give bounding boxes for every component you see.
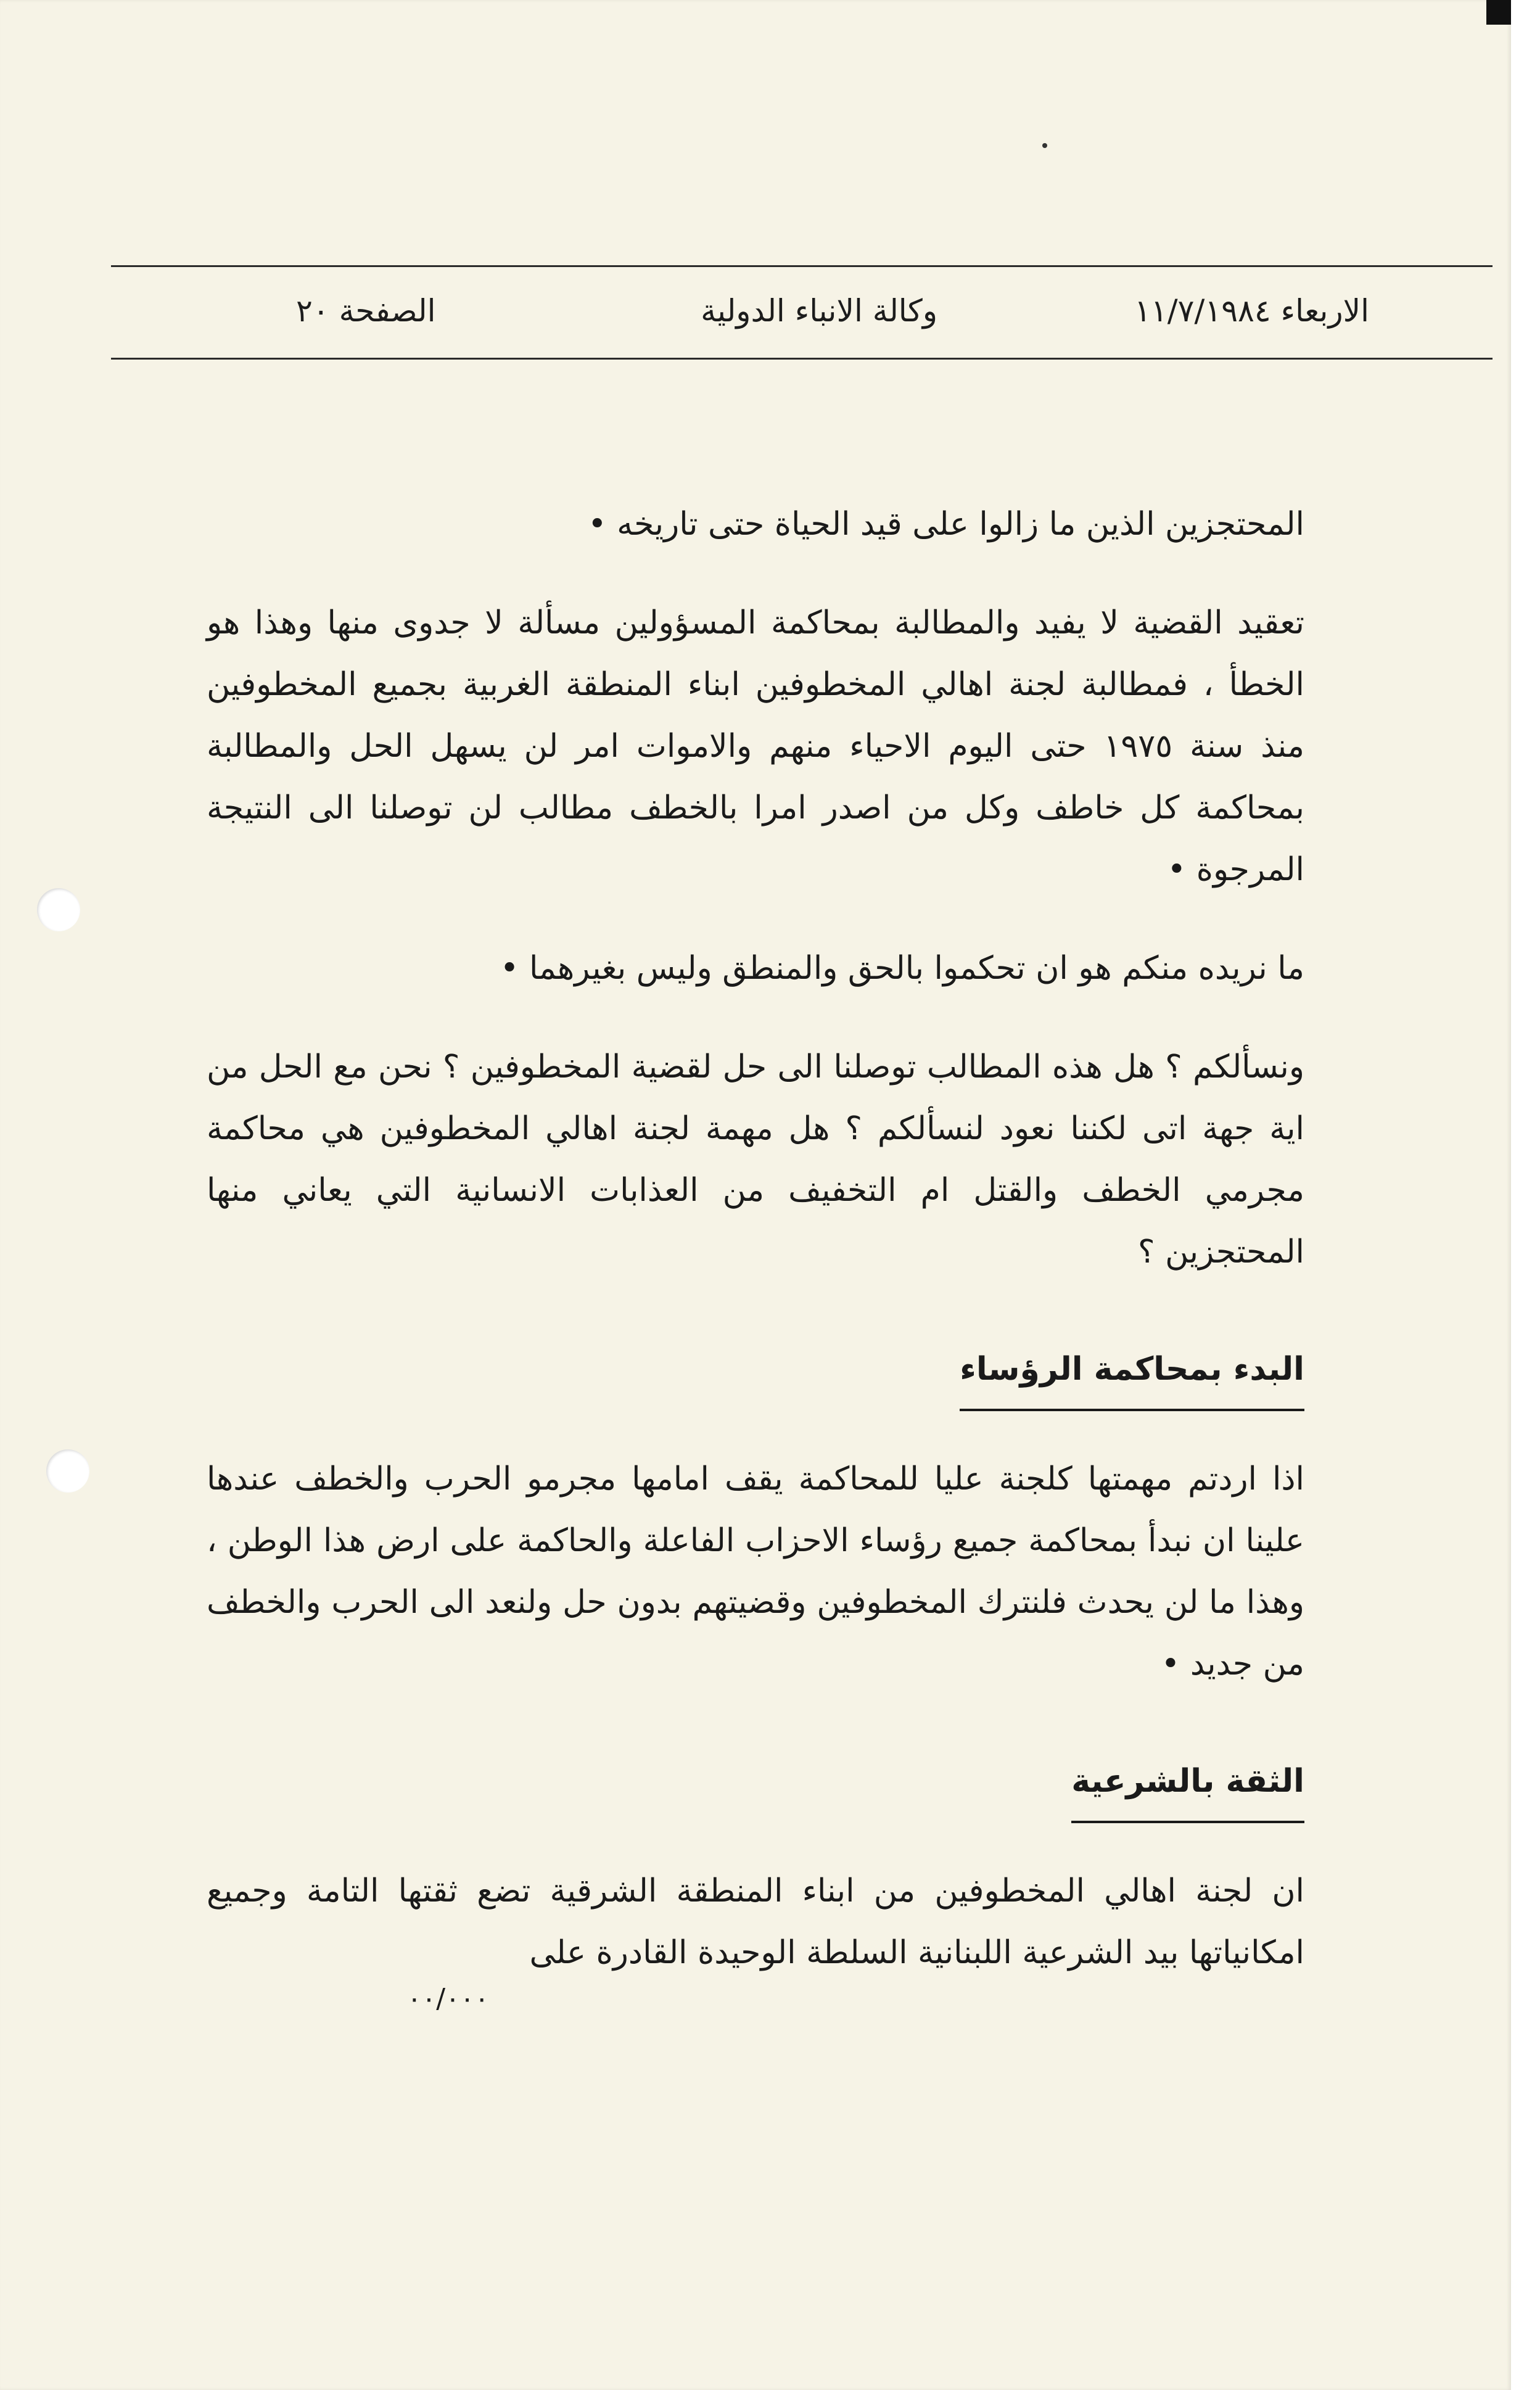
ink-speck [1042,143,1047,148]
header-date: الاربعاء ١١/٧/١٩٨٤ [1134,293,1369,329]
punch-hole-top [37,888,80,931]
paragraph-6: ان لجنة اهالي المخطوفين من ابناء المنطقة الشرقية تضع ثقتها التامة وجميع امكانياتها بيد الشرعية اللبنانية السلطة الوحيدة القادرة على [207,1873,1304,1971]
section-heading-2: الثقة بالشرعية [1071,1750,1304,1823]
paragraph-5: اذا اردتم مهمتها كلجنة عليا للمحاكمة يقف امامها مجرمو الحرب والخطف عندها علينا ان نبدأ بمحاكمة جميع رؤساء الاحزاب الفاعلة والحاكمة على ارض هذا الوطن ، وهذا ما لن يحدث فلنترك المخطوفين وقضيتهم بدون حل ولنعد الى الحرب والخطف من جديد • [207,1461,1304,1683]
paragraph-1: المحتجزين الذين ما زالوا على قيد الحياة حتى تاريخه • [587,506,1304,543]
continuation-mark: ٠٠/٠٠٠ [407,1983,489,2014]
header-page-number: الصفحة ٢٠ [296,293,436,329]
header-rule-bottom [111,358,1493,360]
punch-hole-bottom [46,1449,89,1493]
section-heading-1: البدء بمحاكمة الرؤساء [960,1338,1304,1411]
header-agency: وكالة الانباء الدولية [701,293,937,329]
paragraph-3: ما نريده منكم هو ان تحكموا بالحق والمنطق وليس بغيرهما • [500,950,1304,987]
paragraph-2: تعقيد القضية لا يفيد والمطالبة بمحاكمة المسؤولين مسألة لا جدوى منها وهذا هو الخطأ ، فمطالبة لجنة اهالي المخطوفين ابناء المنطقة الغربية بجميع المخطوفين منذ سنة ١٩٧٥ حتى اليوم الاحياء منهم والاموات امر لن يسهل الحل والمطالبة بمحاكمة كل خاطف وكل من اصدر امرا بالخطف مطالب لن توصلنا الى النتيجة المرجوة • [207,604,1304,888]
document-body [207,493,1304,1984]
paragraph-4: ونسألكم ؟ هل هذه المطالب توصلنا الى حل لقضية المخطوفين ؟ نحن مع الحل من اية جهة اتى لكننا نعود لنسألكم ؟ هل مهمة لجنة اهالي المخطوفين هي محاكمة مجرمي الخطف والقتل ام التخفيف من العذابات الانسانية التي يعاني منها المحتجزين ؟ [207,1049,1304,1271]
page-header [111,287,1369,342]
scan-edge [1486,0,1511,25]
header-rule-top [111,265,1493,267]
